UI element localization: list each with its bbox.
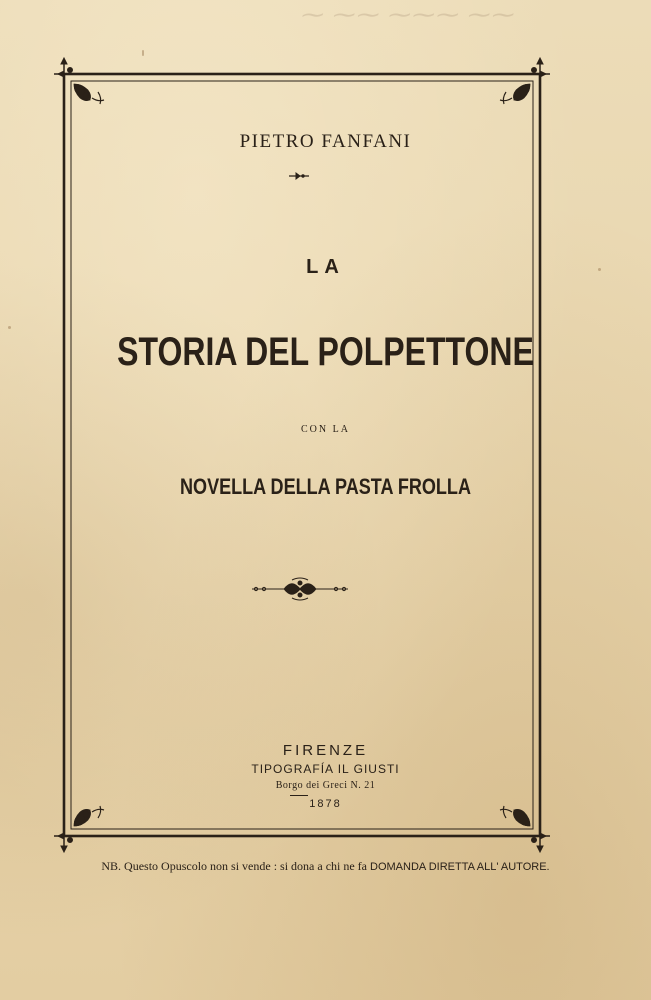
inner-frame [71,81,533,829]
note-emphasis: DOMANDA DIRETTA ALL' AUTORE. [370,861,550,873]
imprint-address: Borgo dei Greci N. 21 [275,780,376,791]
imprint-printer: TIPOGRAFÍA IL GIUSTI [251,762,400,776]
subtitle: NOVELLA DELLA PASTA FROLLA [180,474,471,499]
title-connector: CON LA [301,424,350,435]
fleuron-ornament [252,578,348,600]
main-title: STORIA DEL POLPETTONE [117,330,534,374]
note-text: NB. Questo Opuscolo non si vende : si dona a chi ne fa [101,859,371,873]
author-name: PIETRO FANFANI [239,131,412,152]
title-article: LA [306,256,345,278]
imprint-year: 1878 [309,798,342,810]
year-rule [290,795,308,796]
outer-frame [64,74,540,836]
ink-speck [598,268,601,271]
small-dash-ornament [289,173,309,179]
ink-speck [142,50,144,56]
faint-handwriting-mark: ⁓ ⁓⁓ ⁓⁓⁓ ⁓⁓ [300,2,515,27]
ink-speck [8,326,11,329]
imprint-city: FIRENZE [282,742,369,759]
distribution-note [0,859,651,874]
